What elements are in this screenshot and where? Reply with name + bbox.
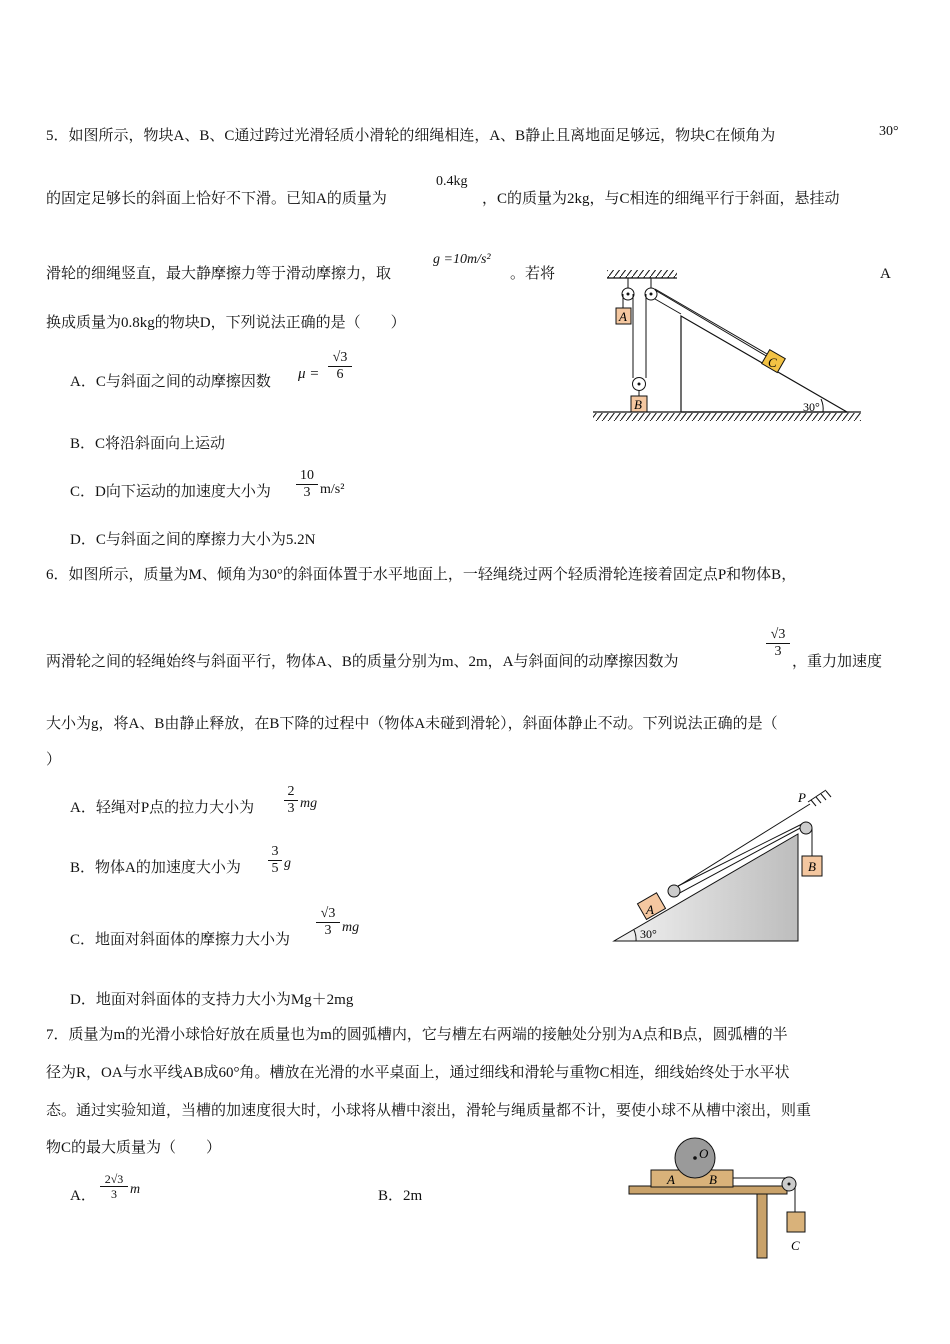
ceiling-hatch bbox=[607, 270, 677, 278]
fraction-numerator: 2 bbox=[284, 784, 298, 801]
q7-option-a-fraction bbox=[100, 1172, 128, 1201]
q5-mass-a: 0.4kg bbox=[436, 174, 468, 189]
q6-option-b: B．物体A的加速度大小为 bbox=[70, 860, 241, 876]
point-p-label: P bbox=[798, 790, 806, 805]
q6-option-b-tail: g bbox=[284, 856, 291, 871]
q5-line2b: ，C的质量为2kg，与C相连的细绳平行于斜面，悬挂动 bbox=[482, 191, 840, 207]
q7-option-a-tail: m bbox=[130, 1182, 141, 1197]
fraction-numerator: 10 bbox=[296, 468, 318, 485]
q6-option-c-fraction bbox=[316, 906, 340, 939]
q5-option-b: B．C将沿斜面向上运动 bbox=[70, 436, 226, 452]
fraction-denominator: 5 bbox=[271, 861, 279, 876]
q6-option-a-tail: mg bbox=[300, 796, 318, 811]
incline-body bbox=[614, 834, 798, 941]
table-leg bbox=[757, 1194, 767, 1258]
q7-line2: 径为R，OA与水平线AB成60°角。槽放在光滑的水平桌面上，通过细线和滑轮与重物C相连，细线始终处于水平状 bbox=[46, 1065, 790, 1081]
q5-option-c-fraction bbox=[296, 468, 318, 501]
q5-option-a-fraction bbox=[328, 350, 352, 383]
q7-line3: 态。通过实验知道，当槽的加速度很大时，小球将从槽中滚出，滑轮与绳质量都不计，要使小球不从槽中滚出，则重 bbox=[46, 1103, 812, 1119]
pulley-a-icon bbox=[668, 885, 680, 897]
q6-line2a: 两滑轮之间的轻绳始终与斜面平行，物体A、B的质量分别为m、2m，A与斜面间的动摩擦因数为 bbox=[46, 654, 679, 670]
fraction-denominator: 3 bbox=[324, 923, 332, 938]
label-c: C bbox=[791, 1238, 800, 1253]
q6-option-a-fraction bbox=[284, 784, 298, 817]
q6-line1: 6．如图所示，质量为M、倾角为30°的斜面体置于水平地面上，一轻绳绕过两个轻质滑轮连接着固定点P和物体B， bbox=[46, 567, 797, 583]
q6-option-a: A．轻绳对P点的拉力大小为 bbox=[70, 800, 255, 816]
q6-line4: ） bbox=[46, 752, 62, 768]
fraction-numerator: √3 bbox=[316, 906, 340, 923]
q5-option-a: A．C与斜面之间的动摩擦因数 bbox=[70, 374, 271, 390]
label-b: B bbox=[709, 1172, 717, 1187]
q5-line2a: 的固定足够长的斜面上恰好不下滑。已知A的质量为 bbox=[46, 191, 387, 207]
fraction-numerator: √3 bbox=[766, 627, 790, 644]
q5-angle: 30° bbox=[879, 124, 899, 139]
fraction-denominator: 3 bbox=[303, 485, 311, 500]
q7-option-a: A． bbox=[70, 1188, 96, 1204]
block-c-label: C bbox=[768, 355, 777, 370]
q6-line2b: ，重力加速度 bbox=[792, 654, 883, 670]
pulley-top-icon bbox=[800, 822, 812, 834]
q5-line1: 5．如图所示，物块A、B、C通过跨过光滑轻质小滑轮的细绳相连，A、B静止且离地面足够远，物块C在倾角为 bbox=[46, 128, 776, 144]
label-o: O bbox=[699, 1146, 709, 1161]
ground-hatch bbox=[593, 413, 861, 421]
fraction-numerator: 2√3 bbox=[100, 1172, 128, 1187]
q6-option-c-tail: mg bbox=[342, 920, 360, 935]
q6-option-c: C．地面对斜面体的摩擦力大小为 bbox=[70, 932, 291, 948]
q5-line3c: A bbox=[880, 266, 891, 282]
block-a-label: A bbox=[619, 309, 627, 324]
q5-option-c-unit: m/s² bbox=[320, 482, 345, 497]
q6-option-d: D．地面对斜面体的支持力大小为Mg＋2mg bbox=[70, 992, 354, 1008]
fraction-denominator: 3 bbox=[111, 1187, 117, 1201]
label-a: A bbox=[667, 1172, 675, 1187]
q5-line4: 换成质量为0.8kg的物块D，下列说法正确的是（ ） bbox=[46, 315, 406, 331]
weight-c bbox=[787, 1212, 805, 1232]
block-b-label: B bbox=[808, 859, 816, 874]
fraction-denominator: 3 bbox=[774, 644, 782, 659]
q6-line3: 大小为g，将A、B由静止释放，在B下降的过程中（物体A未碰到滑轮），斜面体静止不动。下列说法正确的是（ bbox=[46, 716, 778, 732]
q6-mu-fraction bbox=[766, 627, 790, 660]
q5-g: g =10m/s² bbox=[433, 252, 491, 267]
fraction-numerator: √3 bbox=[328, 350, 352, 367]
q5-figure bbox=[585, 268, 875, 428]
q5-option-d: D．C与斜面之间的摩擦力大小为5.2N bbox=[70, 532, 316, 548]
block-a-label: A bbox=[646, 902, 654, 917]
q6-option-b-fraction bbox=[268, 844, 282, 877]
q5-option-c: C．D向下运动的加速度大小为 bbox=[70, 484, 271, 500]
fraction-denominator: 3 bbox=[287, 801, 295, 816]
q5-line3a: 滑轮的细绳竖直，最大静摩擦力等于滑动摩擦力，取 bbox=[46, 266, 392, 282]
q5-option-a-mu: μ = bbox=[298, 366, 320, 382]
q7-line1: 7．质量为m的光滑小球恰好放在质量也为m的圆弧槽内，它与槽左右两端的接触处分别为A点和B点，圆弧槽的半 bbox=[46, 1027, 788, 1043]
block-b-label: B bbox=[634, 397, 642, 412]
fraction-numerator: 3 bbox=[268, 844, 282, 861]
q6-figure bbox=[608, 786, 848, 946]
q7-line4: 物C的最大质量为（ ） bbox=[46, 1140, 222, 1156]
angle-label: 30° bbox=[803, 400, 820, 414]
q7-figure bbox=[625, 1134, 815, 1260]
fraction-denominator: 6 bbox=[336, 367, 344, 382]
q5-line3b: 。若将 bbox=[510, 266, 556, 282]
q7-option-b: B．2m bbox=[378, 1188, 423, 1204]
angle-label: 30° bbox=[640, 927, 657, 941]
